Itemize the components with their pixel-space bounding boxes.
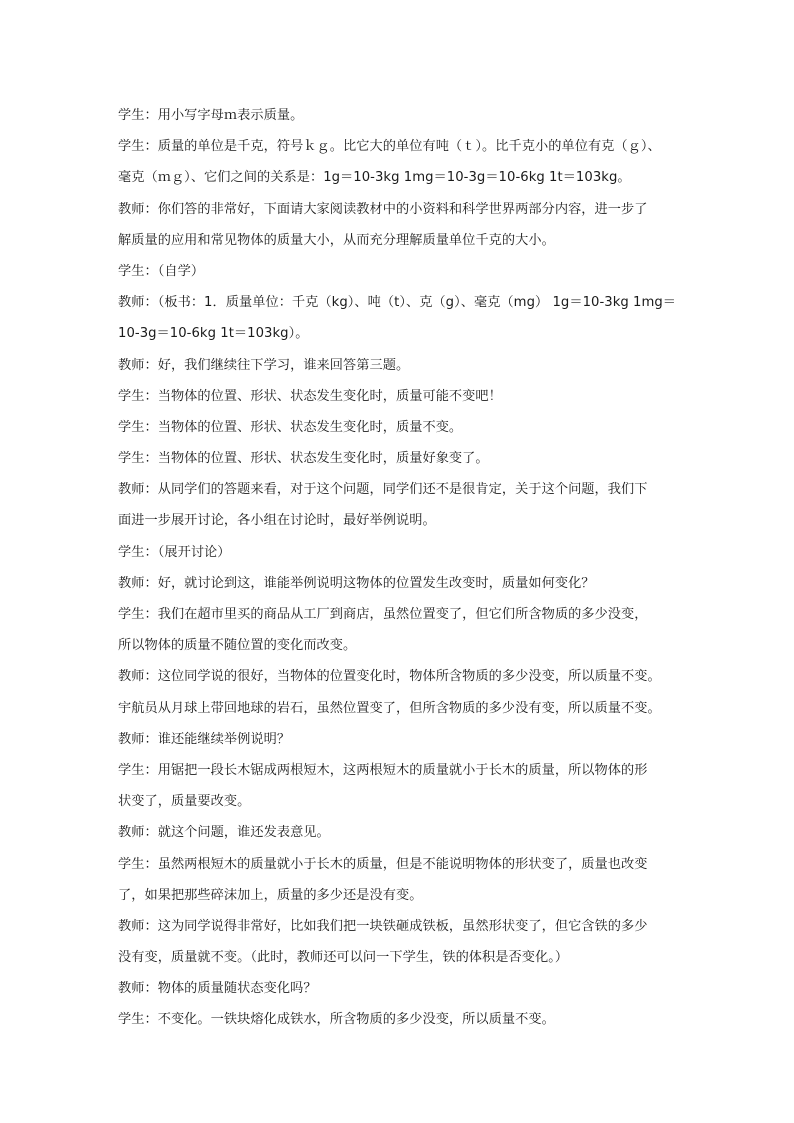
- text-line: 教师：你们答的非常好，下面请大家阅读教材中的小资料和科学世界两部分内容，进一步了: [118, 201, 648, 217]
- text-line: 学生：虽然两根短木的质量就小于长木的质量，但是不能说明物体的形状变了，质量也改变: [118, 856, 648, 872]
- text-line: 教师：好，就讨论到这，谁能举例说明这物体的位置发生改变时，质量如何变化？: [118, 575, 595, 591]
- text-line: 状变了，质量要改变。: [118, 794, 251, 810]
- text-line: 学生：（自学）: [118, 263, 205, 279]
- text-line: 学生：用锯把一段长木锯成两根短木，这两根短木的质量就小于长木的质量，所以物体的形: [118, 762, 648, 778]
- text-line: 教师：这为同学说得非常好，比如我们把一块铁砸成铁板，虽然形状变了，但它含铁的多少: [118, 918, 648, 934]
- text-line: 学生：当物体的位置、形状、状态发生变化时，质量不变。: [118, 419, 463, 435]
- text-line: 没有变，质量就不变。（此时，教师还可以问一下学生，铁的体积是否变化。）: [118, 950, 569, 966]
- text-line: 教师：物体的质量随状态变化吗？: [118, 981, 317, 997]
- text-line: 面进一步展开讨论，各小组在讨论时，最好举例说明。: [118, 513, 436, 529]
- text-line: 教师：好，我们继续往下学习，谁来回答第三题。: [118, 357, 410, 373]
- text-line: 学生：我们在超市里买的商品从工厂到商店，虽然位置变了，但它们所含物质的多少没变，: [118, 607, 648, 622]
- dialogue-text: [118, 100, 684, 1036]
- text-line: 宇航员从月球上带回地球的岩石，虽然位置变了，但所含物质的多少没有变，所以质量不变。: [118, 700, 661, 716]
- text-line: 10-3g＝10-6kg 1t＝103kg）。: [118, 326, 309, 342]
- text-line: 学生：不变化。一铁块熔化成铁水，所含物质的多少没变，所以质量不变。: [118, 1012, 555, 1028]
- text-line: 学生：当物体的位置、形状、状态发生变化时，质量好象变了。: [118, 451, 489, 467]
- text-line: 学生：用小写字母ｍ表示质量。: [118, 108, 304, 123]
- text-line: 所以物体的质量不随位置的变化而改变。: [118, 638, 357, 654]
- text-line: 了，如果把那些碎沫加上，质量的多少还是没有变。: [118, 887, 423, 903]
- text-line: 教师：谁还能继续举例说明？: [118, 731, 291, 747]
- text-line: 学生：质量的单位是千克，符号ｋｇ。比它大的单位有吨（ｔ）。比千克小的单位有克（ｇ）、: [118, 139, 661, 155]
- text-line: 教师：（板书：1．质量单位：千克（kg）、吨（t）、克（g）、毫克（mg） 1g＝10-3kg 1mg＝: [118, 295, 677, 311]
- text-line: 教师：这位同学说的很好，当物体的位置变化时，物体所含物质的多少没变，所以质量不变。: [118, 669, 661, 685]
- text-line: 学生：（展开讨论）: [118, 544, 231, 560]
- text-line: 教师：就这个问题，谁还发表意见。: [118, 825, 330, 841]
- text-line: 解质量的应用和常见物体的质量大小，从而充分理解质量单位千克的大小。: [118, 232, 555, 248]
- text-line: 毫克（ｍｇ）、它们之间的关系是：1g＝10-3kg 1mg＝10-3g＝10-6kg 1t＝103kg。: [118, 170, 631, 186]
- text-line: 学生：当物体的位置、形状、状态发生变化时，质量可能不变吧！: [118, 388, 502, 404]
- text-line: 教师：从同学们的答题来看，对于这个问题，同学们还不是很肯定，关于这个问题，我们下: [118, 482, 648, 498]
